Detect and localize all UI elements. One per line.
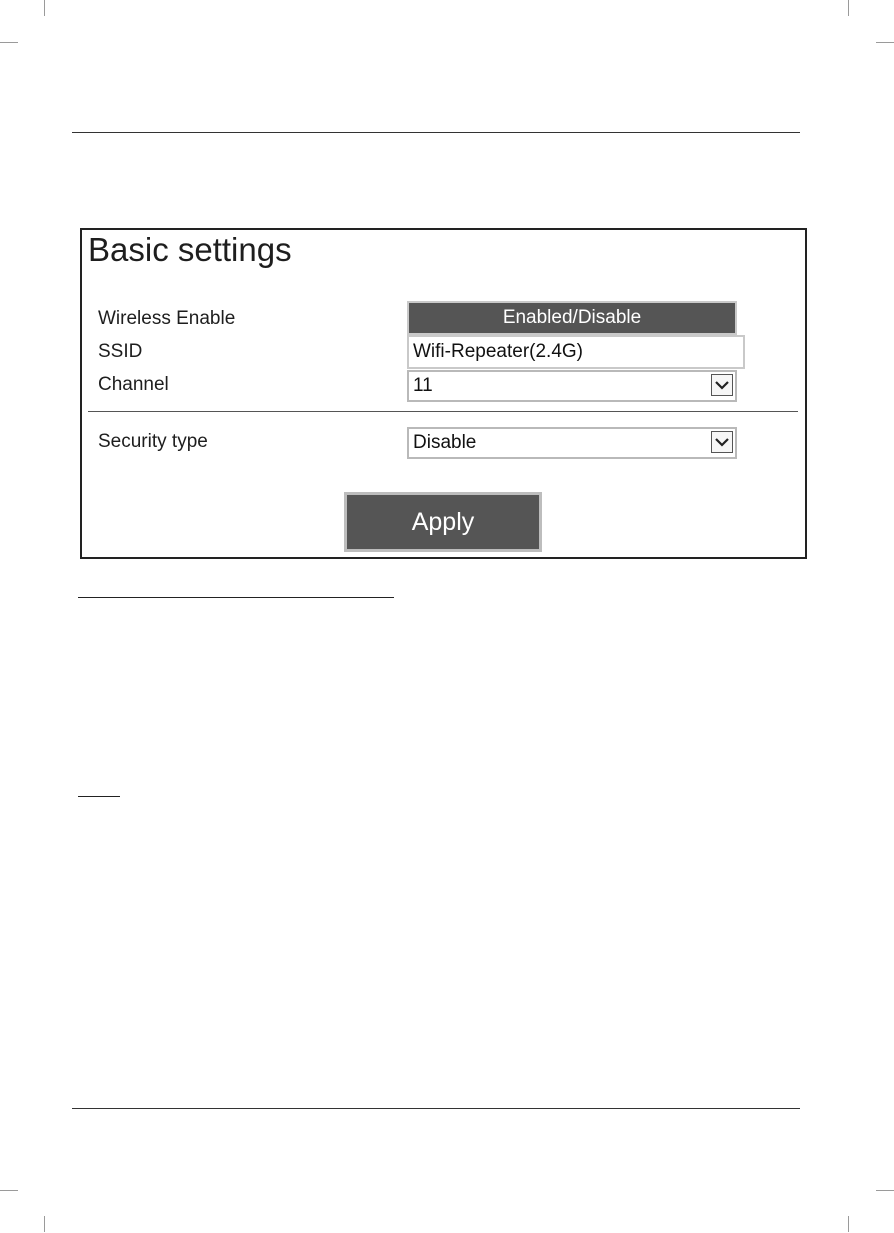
chevron-down-icon[interactable] <box>711 431 733 453</box>
security-type-select-value: Disable <box>413 432 477 453</box>
crop-mark <box>0 1190 18 1191</box>
crop-mark <box>44 0 45 16</box>
crop-mark <box>848 0 849 16</box>
ssid-input[interactable] <box>407 335 745 369</box>
crop-mark <box>0 42 18 43</box>
chevron-down-icon[interactable] <box>711 374 733 396</box>
header-rule <box>72 132 800 133</box>
channel-label: Channel <box>98 374 169 395</box>
ssid-label: SSID <box>98 341 143 362</box>
heading-underline <box>78 597 394 598</box>
basic-settings-panel <box>80 228 807 559</box>
crop-mark <box>44 1216 45 1232</box>
footer-rule <box>72 1108 800 1109</box>
security-type-select[interactable] <box>407 427 737 459</box>
crop-mark <box>876 42 894 43</box>
wireless-enable-button[interactable]: Enabled/Disable <box>407 301 737 335</box>
crop-mark <box>876 1190 894 1191</box>
channel-select[interactable] <box>407 370 737 402</box>
wireless-enable-label: Wireless Enable <box>98 308 236 329</box>
panel-title: Basic settings <box>88 231 292 268</box>
crop-mark <box>848 1216 849 1232</box>
apply-button[interactable]: Apply <box>344 492 542 552</box>
security-type-label: Security type <box>98 431 208 452</box>
section-divider <box>88 411 798 412</box>
channel-select-value: 11 <box>413 375 433 396</box>
note-underline <box>78 796 120 797</box>
